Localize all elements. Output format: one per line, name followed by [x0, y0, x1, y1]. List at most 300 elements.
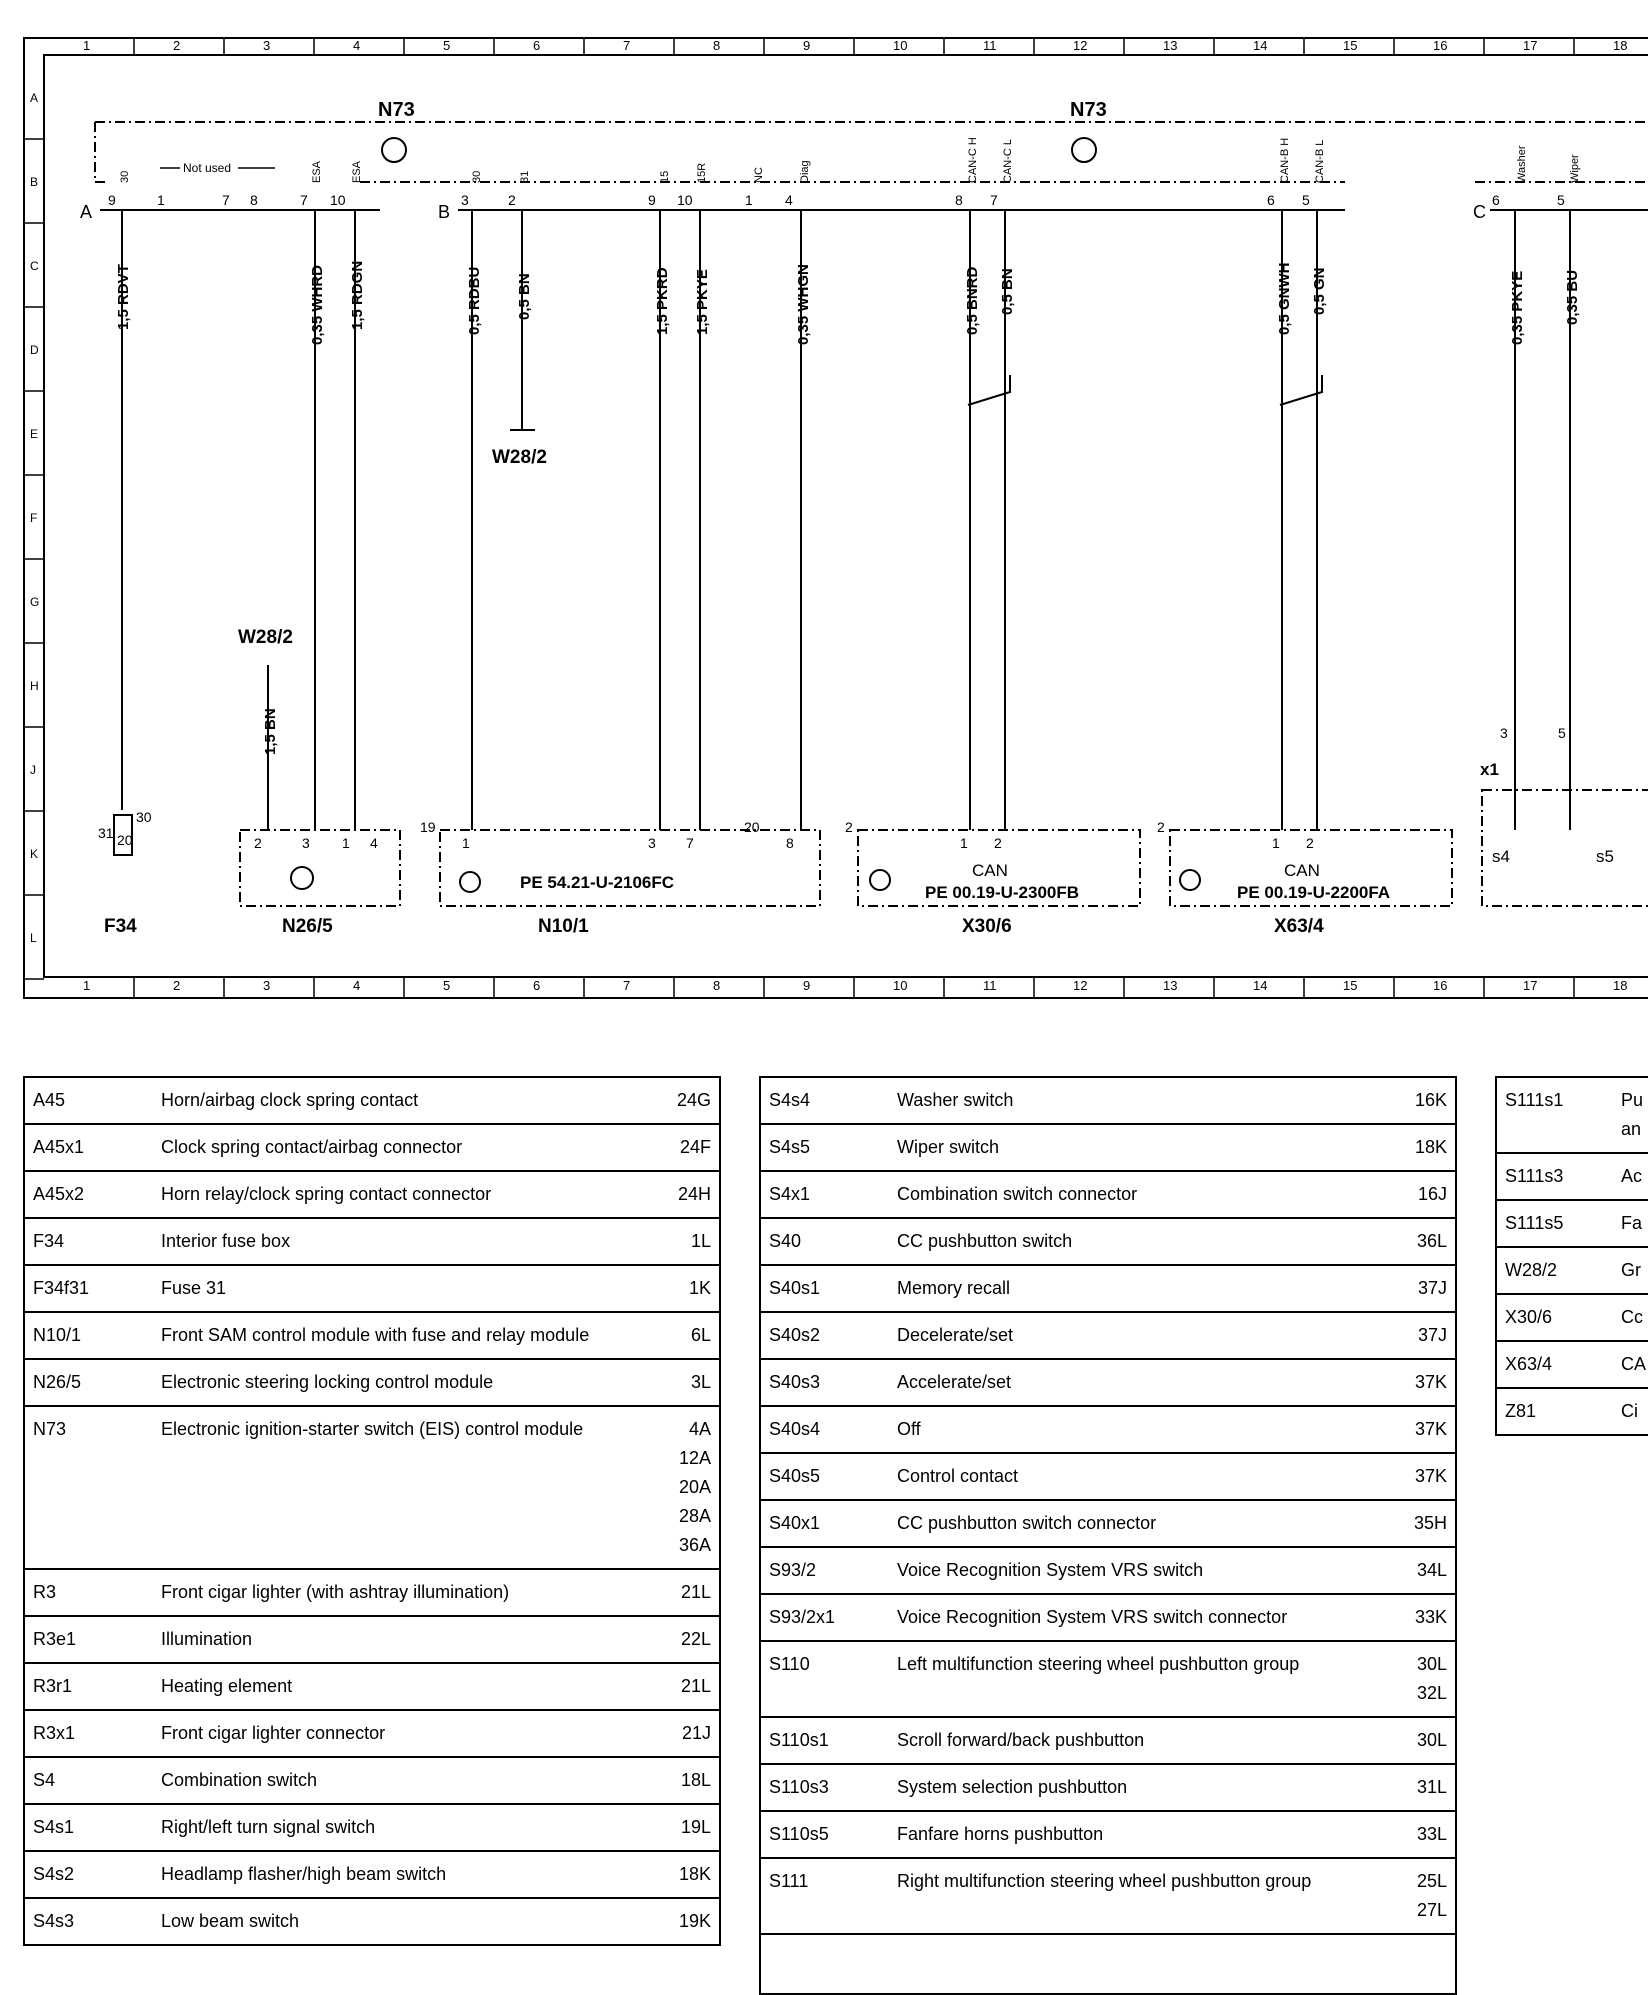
legend-location-value: 28A [678, 1506, 711, 1526]
column-tick-label: 13 [1163, 38, 1178, 53]
legend-code: S93/2x1 [760, 1594, 889, 1641]
legend-code: S40x1 [760, 1500, 889, 1547]
legend-location [659, 1312, 720, 1359]
legend-code: S40s4 [760, 1406, 889, 1453]
legend-code: S4s3 [24, 1898, 153, 1945]
component-number-2a: 2 [845, 819, 853, 835]
legend-code: S111 [760, 1858, 889, 1934]
legend-location [1395, 1858, 1456, 1934]
legend-row [24, 1616, 720, 1663]
column-tick-label: 4 [353, 38, 361, 53]
column-tick-label: 5 [443, 38, 451, 53]
pin-a10: 10 [330, 192, 346, 208]
legend-row [760, 1934, 1456, 1994]
x1-label: x1 [1480, 760, 1499, 779]
legend-location-value: 30L [1416, 1730, 1447, 1750]
legend-location-value: 1L [690, 1231, 711, 1251]
legend-location-value: 30L [1416, 1654, 1447, 1674]
transistor-icon [382, 138, 1096, 162]
legend-location [1395, 1312, 1456, 1359]
legend-description: Horn relay/clock spring contact connector [153, 1171, 659, 1218]
pin-func-b-diag: Diag [799, 160, 811, 183]
legend-location [1395, 1453, 1456, 1500]
column-tick-label: 16 [1433, 978, 1448, 993]
legend-description: Washer switch [889, 1077, 1395, 1124]
legend-code [760, 1934, 889, 1994]
legend-location-value: 18K [678, 1864, 711, 1884]
row-tick-label: G [30, 595, 40, 609]
component-label-n10: N10/1 [538, 916, 589, 937]
x1-pin-3: 3 [1500, 725, 1508, 741]
legend-location [659, 1710, 720, 1757]
legend-code: N26/5 [24, 1359, 153, 1406]
legend-description: Decelerate/set [889, 1312, 1395, 1359]
legend-description: Wiper switch [889, 1124, 1395, 1171]
pin-a8: 8 [250, 192, 258, 208]
legend-location-value: 18K [1414, 1137, 1447, 1157]
legend-location-value: 33L [1416, 1824, 1447, 1844]
connector-label-c: C [1473, 202, 1486, 222]
component-label-f34: F34 [104, 916, 137, 937]
legend-description: Interior fuse box [153, 1218, 659, 1265]
column-tick-label: 17 [1523, 978, 1538, 993]
legend-code: R3e1 [24, 1616, 153, 1663]
legend-location [659, 1171, 720, 1218]
legend-row [760, 1077, 1456, 1124]
legend-code: N73 [24, 1406, 153, 1569]
legend-code: S4x1 [760, 1171, 889, 1218]
column-tick-label: 6 [533, 978, 541, 993]
legend-table-3 [1495, 1076, 1648, 1436]
module-label-n73-right: N73 [1070, 99, 1107, 121]
legend-row [760, 1359, 1456, 1406]
legend-code: S4s5 [760, 1124, 889, 1171]
ground-label-1: W28/2 [492, 447, 547, 468]
pin-func-b-canbl: CAN-B L [1314, 139, 1326, 183]
legend-row [1496, 1200, 1648, 1247]
n10-pin-7: 7 [686, 835, 694, 851]
can-label-2: CAN [1284, 861, 1320, 880]
legend-location-value: 22L [680, 1629, 711, 1649]
legend-row [24, 1218, 720, 1265]
wire-label-7: 1,5 PKYE [694, 269, 711, 335]
n26-pin-4: 4 [370, 835, 378, 851]
legend-description: Clock spring contact/airbag connector [153, 1124, 659, 1171]
pin-a7: 7 [222, 192, 230, 208]
pin-func-b-30: 30 [471, 170, 483, 183]
legend-row [760, 1594, 1456, 1641]
pin-func-b-31: 31 [519, 170, 531, 183]
legend-location-value: 36L [1416, 1231, 1447, 1251]
component-label-x63: X63/4 [1274, 916, 1324, 937]
can-label-1: CAN [972, 861, 1008, 880]
column-tick-label: 10 [893, 978, 908, 993]
pin-b5: 5 [1302, 192, 1310, 208]
column-tick-label: 8 [713, 38, 721, 53]
legend-location [1395, 1500, 1456, 1547]
legend-row [1496, 1341, 1648, 1388]
pin-a7b: 7 [300, 192, 308, 208]
legend-location [1395, 1077, 1456, 1124]
legend-description: Accelerate/set [889, 1359, 1395, 1406]
legend-row [24, 1124, 720, 1171]
legend-location-value: 21J [681, 1723, 711, 1743]
x30-pin-1: 1 [960, 835, 968, 851]
pin-c5: 5 [1557, 192, 1565, 208]
legend-row [760, 1406, 1456, 1453]
legend-location-value: 37K [1414, 1372, 1447, 1392]
legend-location-value: 37K [1414, 1419, 1447, 1439]
legend-description [889, 1934, 1395, 1994]
legend-location [1395, 1934, 1456, 1994]
legend-description: Off [889, 1406, 1395, 1453]
legend-description: Low beam switch [153, 1898, 659, 1945]
legend-row [1496, 1153, 1648, 1200]
legend-location [659, 1663, 720, 1710]
legend-code: A45x2 [24, 1171, 153, 1218]
legend-location-value: 20A [678, 1477, 711, 1497]
legend-location [659, 1265, 720, 1312]
legend-row [760, 1764, 1456, 1811]
legend-location [1395, 1547, 1456, 1594]
pin-a1: 1 [157, 192, 165, 208]
row-scale [24, 91, 44, 979]
component-number-2b: 2 [1157, 819, 1165, 835]
x63-pin-1: 1 [1272, 835, 1280, 851]
column-tick-label: 16 [1433, 38, 1448, 53]
legend-location [1395, 1171, 1456, 1218]
legend-location [1395, 1406, 1456, 1453]
wire-label-14: 0,35 BU [1564, 269, 1581, 325]
pin-func-b-15r: 15R [696, 162, 708, 183]
legend-description: Electronic steering locking control module [153, 1359, 659, 1406]
fuse-pin-20: 20 [117, 832, 133, 848]
column-tick-label: 9 [803, 38, 811, 53]
row-tick-label: A [30, 91, 39, 105]
legend-description: Fanfare horns pushbutton [889, 1811, 1395, 1858]
legend-location-value: 19L [680, 1817, 711, 1837]
legend-description: Fuse 31 [153, 1265, 659, 1312]
legend-code: A45x1 [24, 1124, 153, 1171]
legend-location-value: 16K [1414, 1090, 1447, 1110]
component-number-19: 19 [420, 819, 436, 835]
legend-row [24, 1569, 720, 1616]
pin-a9: 9 [108, 192, 116, 208]
column-tick-label: 11 [983, 38, 997, 53]
legend-location-value: 4A [688, 1419, 711, 1439]
row-tick-label: H [30, 679, 39, 693]
legend-row [24, 1898, 720, 1945]
legend-description: CC pushbutton switch connector [889, 1500, 1395, 1547]
legend-location [659, 1077, 720, 1124]
legend-location-value: 24G [676, 1090, 711, 1110]
legend-description: Horn/airbag clock spring contact [153, 1077, 659, 1124]
ref-n10: PE 54.21-U-2106FC [520, 873, 675, 892]
fuse-pin-30: 30 [136, 809, 152, 825]
column-tick-label: 8 [713, 978, 721, 993]
wire-label-10: 0,5 BN [999, 268, 1016, 315]
legend-location-value: 19K [678, 1911, 711, 1931]
legend-code: S110s5 [760, 1811, 889, 1858]
pin-b4: 4 [785, 192, 793, 208]
wire-label-1: 1,5 RDVT [115, 264, 132, 330]
column-tick-label: 4 [353, 978, 361, 993]
wire-label-15: 1,5 BN [262, 708, 279, 755]
wire-label-6: 1,5 PKRD [654, 267, 671, 335]
legend-code: S40 [760, 1218, 889, 1265]
legend-row [760, 1547, 1456, 1594]
legend-code: S93/2 [760, 1547, 889, 1594]
column-tick-label: 2 [173, 978, 181, 993]
legend-location-value: 3L [690, 1372, 711, 1392]
column-tick-label: 10 [893, 38, 908, 53]
pin-func-b-15: 15 [659, 170, 671, 183]
pin-func-c-washer: Washer [1516, 145, 1528, 183]
legend-description: Gr [1613, 1247, 1648, 1294]
legend-location [1395, 1124, 1456, 1171]
column-tick-label: 15 [1343, 38, 1358, 53]
legend-code: Z81 [1496, 1388, 1613, 1435]
column-tick-label: 17 [1523, 38, 1538, 53]
legend-code: S4 [24, 1757, 153, 1804]
pin-func-b-canch: CAN-C H [967, 137, 979, 183]
legend-code: X63/4 [1496, 1341, 1613, 1388]
pin-c6: 6 [1492, 192, 1500, 208]
legend-row [760, 1124, 1456, 1171]
legend-code: W28/2 [1496, 1247, 1613, 1294]
legend-code: S4s4 [760, 1077, 889, 1124]
pin-func-c-wiper: Wiper [1569, 154, 1581, 183]
legend-description: CA [1613, 1341, 1648, 1388]
legend-location-value: 24F [679, 1137, 711, 1157]
column-tick-label: 12 [1073, 38, 1088, 53]
legend-row [760, 1453, 1456, 1500]
legend-code: N10/1 [24, 1312, 153, 1359]
legend-location [1395, 1359, 1456, 1406]
pin-func-a-esa2: ESA [351, 160, 363, 183]
legend-row [760, 1312, 1456, 1359]
pin-b3: 3 [461, 192, 469, 208]
column-tick-label: 13 [1163, 978, 1178, 993]
legend-location [1395, 1265, 1456, 1312]
n26-pin-2: 2 [254, 835, 262, 851]
legend-row [24, 1804, 720, 1851]
s5-label: s5 [1596, 847, 1614, 866]
pin-func-b-nc: NC [753, 167, 765, 183]
column-tick-label: 7 [623, 978, 631, 993]
pin-b6: 6 [1267, 192, 1275, 208]
column-tick-label: 12 [1073, 978, 1088, 993]
legend-row [760, 1218, 1456, 1265]
legend-row [24, 1663, 720, 1710]
component-label-n26: N26/5 [282, 916, 333, 937]
legend-location-value: 34L [1416, 1560, 1447, 1580]
legend-description: Left multifunction steering wheel pushbutton group [889, 1641, 1395, 1717]
legend-location-value: 1K [688, 1278, 711, 1298]
module-label-n73-left: N73 [378, 99, 415, 121]
n10-pin-1: 1 [462, 835, 470, 851]
legend-description: Fa [1613, 1200, 1648, 1247]
legend-description: Right/left turn signal switch [153, 1804, 659, 1851]
legend-row [1496, 1388, 1648, 1435]
legend-location-value: 24H [677, 1184, 711, 1204]
column-tick-label: 1 [83, 38, 91, 53]
legend-location-value: 35H [1413, 1513, 1447, 1533]
row-tick-label: L [30, 931, 37, 945]
legend-location [659, 1569, 720, 1616]
pin-b9: 9 [648, 192, 656, 208]
legend-location [1395, 1764, 1456, 1811]
legend-location-value: 21L [680, 1582, 711, 1602]
legend-row [24, 1077, 720, 1124]
legend-row [760, 1858, 1456, 1934]
n26-pin-1: 1 [342, 835, 350, 851]
connector-label-b: B [438, 202, 451, 222]
column-tick-label: 3 [263, 978, 271, 993]
legend-code: F34f31 [24, 1265, 153, 1312]
component-number-20: 20 [744, 819, 760, 835]
legend-code: S110 [760, 1641, 889, 1717]
legend-location-value: 37K [1414, 1466, 1447, 1486]
legend-location-value: 32L [1416, 1683, 1447, 1703]
legend-row [760, 1641, 1456, 1717]
n26-pin-3: 3 [302, 835, 310, 851]
legend-row [24, 1312, 720, 1359]
legend-location [659, 1406, 720, 1569]
legend-location-value: 37J [1417, 1278, 1447, 1298]
wire-label-5: 0,5 BN [516, 273, 533, 320]
legend-location-value: 31L [1416, 1777, 1447, 1797]
column-tick-label: 3 [263, 38, 271, 53]
not-used-label: Not used [183, 161, 232, 175]
legend-row [1496, 1077, 1648, 1153]
legend-row [24, 1851, 720, 1898]
wire-label-13: 0,35 PKYE [1509, 270, 1526, 345]
wire-label-9: 0,5 BNRD [964, 266, 981, 335]
row-tick-label: K [30, 847, 39, 861]
legend-code: R3r1 [24, 1663, 153, 1710]
pin-b8: 8 [955, 192, 963, 208]
row-tick-label: J [30, 763, 36, 777]
n10-pin-3: 3 [648, 835, 656, 851]
connector-label-a: A [80, 202, 93, 222]
pin-b2: 2 [508, 192, 516, 208]
legend-table-1 [23, 1076, 721, 1946]
column-tick-label: 14 [1253, 978, 1268, 993]
pin-b1: 1 [745, 192, 753, 208]
legend-row [24, 1359, 720, 1406]
pin-func-b-canbh: CAN-B H [1279, 137, 1291, 183]
legend-location [1395, 1811, 1456, 1858]
legend-description: CC pushbutton switch [889, 1218, 1395, 1265]
legend-location [659, 1804, 720, 1851]
legend-code: R3 [24, 1569, 153, 1616]
legend-description: Pu an [1613, 1077, 1648, 1153]
legend-location-value: 25L [1416, 1871, 1447, 1891]
pin-b7: 7 [990, 192, 998, 208]
legend-code: S4s2 [24, 1851, 153, 1898]
legend-description: Right multifunction steering wheel pushbutton group [889, 1858, 1395, 1934]
wire-label-4: 0,5 RDBU [466, 266, 483, 335]
legend-description: Front cigar lighter connector [153, 1710, 659, 1757]
legend-row [24, 1406, 720, 1569]
pin-func-a-30: 30 [119, 170, 131, 183]
column-tick-label: 7 [623, 38, 631, 53]
legend-description: Ci [1613, 1388, 1648, 1435]
column-tick-label: 9 [803, 978, 811, 993]
row-tick-label: E [30, 427, 39, 441]
pin-func-b-cancl: CAN-C L [1002, 138, 1014, 183]
legend-row [760, 1500, 1456, 1547]
legend-code: R3x1 [24, 1710, 153, 1757]
legend-location [659, 1757, 720, 1804]
legend-location [659, 1218, 720, 1265]
legend-row [24, 1710, 720, 1757]
legend-row [760, 1811, 1456, 1858]
legend-description: Voice Recognition System VRS switch [889, 1547, 1395, 1594]
legend-code: S111s5 [1496, 1200, 1613, 1247]
column-tick-label: 18 [1613, 38, 1628, 53]
legend-location [1395, 1641, 1456, 1717]
column-tick-label: 11 [983, 978, 997, 993]
legend-description: Cc [1613, 1294, 1648, 1341]
legend-row [760, 1265, 1456, 1312]
pin-func-a-esa1: ESA [311, 160, 323, 183]
legend-code: F34 [24, 1218, 153, 1265]
legend-location-value: 36A [678, 1535, 711, 1555]
x1-pin-5: 5 [1558, 725, 1566, 741]
legend-row [24, 1265, 720, 1312]
column-tick-label: 5 [443, 978, 451, 993]
ref-x30: PE 00.19-U-2300FB [925, 883, 1080, 902]
x63-pin-2: 2 [1306, 835, 1314, 851]
column-tick-label: 15 [1343, 978, 1358, 993]
fuse-pin-31: 31 [98, 825, 114, 841]
legend-location-value: 18L [680, 1770, 711, 1790]
component-label-x30: X30/6 [962, 916, 1012, 937]
legend-location [1395, 1717, 1456, 1764]
wire-label-3: 1,5 RDGN [349, 260, 366, 330]
legend-row [760, 1717, 1456, 1764]
legend-description: Front cigar lighter (with ashtray illumination) [153, 1569, 659, 1616]
legend-description: Front SAM control module with fuse and relay module [153, 1312, 659, 1359]
legend-code: S40s2 [760, 1312, 889, 1359]
legend-code: S40s1 [760, 1265, 889, 1312]
legend-location-value: 21L [680, 1676, 711, 1696]
wire-label-12: 0,5 GN [1311, 267, 1328, 315]
s4-label: s4 [1492, 847, 1510, 866]
legend-row [760, 1171, 1456, 1218]
column-tick-label: 6 [533, 38, 541, 53]
legend-location [659, 1851, 720, 1898]
column-tick-label: 18 [1613, 978, 1628, 993]
row-tick-label: C [30, 259, 39, 273]
legend-location-value: 27L [1416, 1900, 1447, 1920]
legend-code: S111s1 [1496, 1077, 1613, 1153]
legend-code: S4s1 [24, 1804, 153, 1851]
legend-description: System selection pushbutton [889, 1764, 1395, 1811]
row-tick-label: F [30, 511, 38, 525]
column-tick-label: 14 [1253, 38, 1268, 53]
legend-code: S111s3 [1496, 1153, 1613, 1200]
ground-label-2: W28/2 [238, 627, 293, 648]
wire-label-8: 0,35 WHGN [795, 264, 812, 345]
legend-location [659, 1616, 720, 1663]
legend-description: Control contact [889, 1453, 1395, 1500]
legend-location [659, 1124, 720, 1171]
ref-x63: PE 00.19-U-2200FA [1237, 883, 1391, 902]
legend-description: Combination switch [153, 1757, 659, 1804]
